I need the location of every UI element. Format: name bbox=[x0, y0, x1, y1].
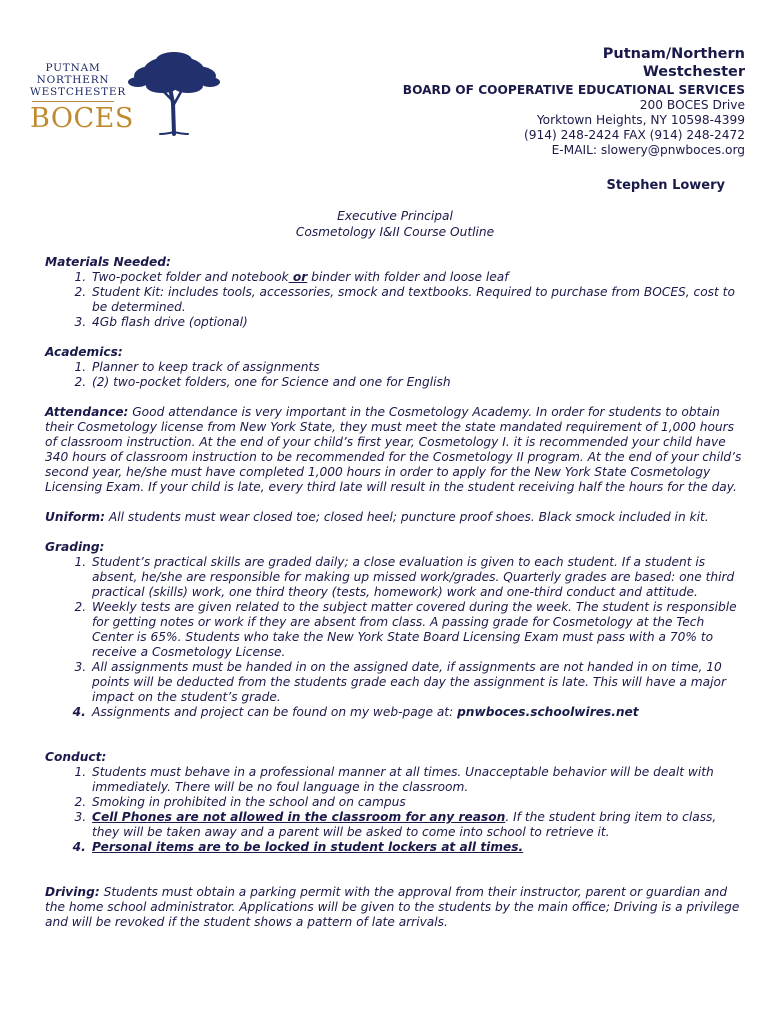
driving-text: Students must obtain a parking permit with the approval from their instructor, parent or guardian and the home school administrator. Applications will be given to the students by the main office; Driving is a privilege and will be revoked if the student shows a pattern of late arrivals. bbox=[45, 885, 740, 929]
personal-items-rule: Personal items are to be locked in student lockers at all times. bbox=[92, 840, 524, 854]
email-address: E-MAIL: slowery@pnwboces.org bbox=[551, 143, 745, 157]
attendance-label: Attendance: bbox=[45, 405, 129, 419]
course-outline-body bbox=[45, 255, 745, 930]
driving-paragraph bbox=[45, 885, 745, 930]
list-item: 2. (2) two-pocket folders, one for Science and one for English bbox=[90, 375, 745, 390]
grading-list bbox=[45, 555, 745, 720]
uniform-paragraph bbox=[45, 510, 745, 525]
conduct-heading: Conduct: bbox=[45, 750, 107, 764]
board-name: BOARD OF COOPERATIVE EDUCATIONAL SERVICES bbox=[402, 83, 745, 97]
address-city: Yorktown Heights, NY 10598-4399 bbox=[536, 113, 745, 127]
cell-phone-rule: Cell Phones are not allowed in the classroom for any reason bbox=[92, 810, 506, 824]
grading-heading: Grading: bbox=[45, 540, 105, 554]
logo-line-putnam: PUTNAM bbox=[45, 62, 101, 74]
attendance-text: Good attendance is very important in the Cosmetology Academy. In order for students to obtain their Cosmetology license from New York State, they must meet the state mandated requirement of 1,000 hours of classroom instruction. At the end of your child’s first year, Cosmetology I. it is recommended your child have 340 hours of classroom instruction to be recommended for the Cosmetology II program. At the end of your child’s second year, he/she must have completed 1,000 hours in order to apply for the New York State Cosmetology Licensing Exam. If your child is late, every third late will result in the student receiving half the hours for the day. bbox=[45, 405, 742, 494]
principal-title: Executive Principal bbox=[337, 209, 453, 223]
logo-divider bbox=[32, 101, 114, 102]
principal-name: Stephen Lowery bbox=[606, 178, 725, 193]
org-name-line2: Westchester bbox=[642, 64, 745, 80]
logo-line-westchester: WESTCHESTER bbox=[30, 86, 127, 98]
driving-label: Driving: bbox=[45, 885, 100, 899]
logo-line-northern: NORTHERN bbox=[36, 74, 110, 86]
materials-item-1-text: Two-pocket folder and notebook bbox=[92, 270, 289, 284]
grading-item-4-text: Assignments and project can be found on my web-page at: bbox=[92, 705, 458, 719]
letterhead-header bbox=[403, 45, 745, 158]
materials-heading: Materials Needed: bbox=[45, 255, 171, 269]
materials-item-1-rest: binder with folder and loose leaf bbox=[307, 270, 509, 284]
list-item: 1. Planner to keep track of assignments bbox=[90, 360, 745, 375]
uniform-text: All students must wear closed toe; closed heel; puncture proof shoes. Black smock included in kit. bbox=[105, 510, 709, 524]
list-item bbox=[90, 840, 745, 855]
uniform-label: Uniform: bbox=[45, 510, 106, 524]
conduct-list bbox=[45, 765, 745, 855]
list-item bbox=[90, 705, 745, 720]
boces-logo bbox=[30, 52, 200, 142]
list-item: 3. 4Gb flash drive (optional) bbox=[90, 315, 745, 330]
academics-list bbox=[45, 360, 745, 390]
list-item: 2. Weekly tests are given related to the subject matter covered during the week. The student is responsible for getting notes or work if they are absent from class. A passing grade for Cosmetology at the Tech Center is 65%. Students who take the New York State Board Licensing Exam must pass with a 70% to receive a Cosmetology License. bbox=[90, 600, 745, 660]
materials-item-1-or: or bbox=[288, 270, 308, 284]
list-item: 1. Student’s practical skills are graded daily; a close evaluation is given to each student. If a student is absent, he/she are responsible for making up missed work/grades. Quarterly grades are based: one third practical (skills) work, one third theory (tests, homework) work and one-third conduct and attitude. bbox=[90, 555, 745, 600]
materials-list bbox=[45, 270, 745, 330]
address-street: 200 BOCES Drive bbox=[639, 98, 745, 112]
cell-phone-rule-rest: . If the student bring item to class, they will be taken away and a parent will be asked to come into school to retrieve it. bbox=[92, 810, 717, 839]
phone-fax: (914) 248-2424 FAX (914) 248-2472 bbox=[524, 128, 745, 142]
logo-wordmark bbox=[30, 62, 134, 134]
academics-heading: Academics: bbox=[45, 345, 123, 359]
attendance-paragraph bbox=[45, 405, 745, 495]
list-item: 2. Smoking in prohibited in the school and on campus bbox=[90, 795, 745, 810]
list-item: 2. Student Kit: includes tools, accessories, smock and textbooks. Required to purchase from BOCES, cost to be determined. bbox=[90, 285, 745, 315]
list-item bbox=[90, 270, 745, 285]
webpage-link[interactable]: pnwboces.schoolwires.net bbox=[457, 705, 639, 719]
course-title: Cosmetology I&II Course Outline bbox=[295, 225, 495, 239]
org-name-line1: Putnam/Northern bbox=[602, 46, 745, 62]
list-item: 3. All assignments must be handed in on the assigned date, if assignments are not handed in on time, 10 points will be deducted from the students grade each day the assignment is late. This will have a major impact on the student’s grade. bbox=[90, 660, 745, 705]
list-item bbox=[90, 810, 745, 840]
logo-boces-mark: BOCES bbox=[30, 103, 134, 134]
tree-icon bbox=[122, 48, 226, 136]
list-item: 1. Students must behave in a professional manner at all times. Unacceptable behavior will be dealt with immediately. There will be no foul language in the classroom. bbox=[90, 765, 745, 795]
